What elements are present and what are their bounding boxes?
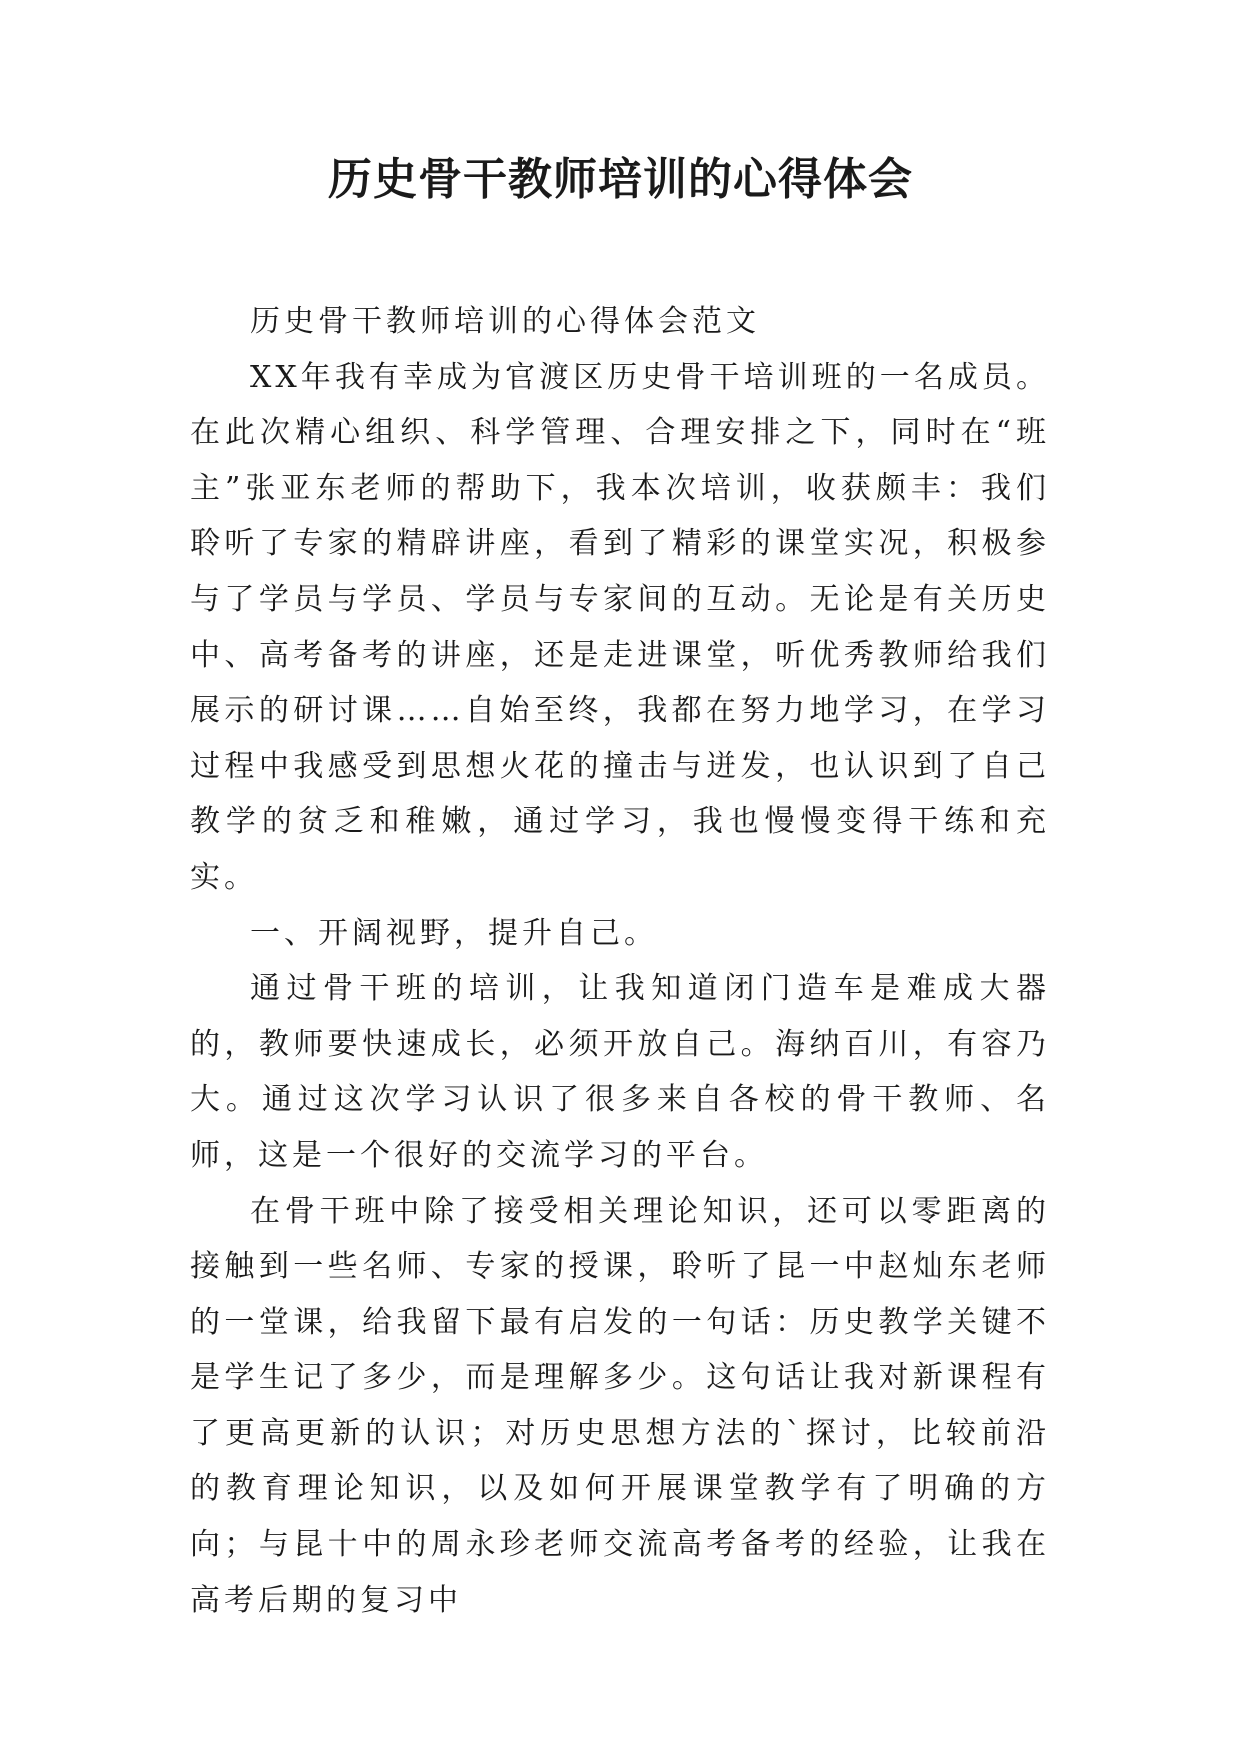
body-paragraph: XX年我有幸成为官渡区历史骨干培训班的一名成员。在此次精心组织、科学管理、合理安排之下，同时在“班主”张亚东老师的帮助下，我本次培训，收获颇丰：我们聆听了专家的精辟讲座，看到了精彩的课堂实况，积极参与了学员与学员、学员与专家间的互动。无论是有关历史中、高考备考的讲座，还是走进课堂，听优秀教师给我们展示的研讨课……自始至终，我都在努力地学习，在学习过程中我感受到思想火花的撞击与迸发，也认识到了自己教学的贫乏和稚嫩，通过学习，我也慢慢变得干练和充实。 [190, 359, 1050, 895]
document-title: 历史骨干教师培训的心得体会 [328, 154, 913, 205]
body-paragraph: 在骨干班中除了接受相关理论知识，还可以零距离的接触到一些名师、专家的授课，聆听了昆一中赵灿东老师的一堂课，给我留下最有启发的一句话：历史教学关键不是学生记了多少，而是理解多少。这句话让我对新课程有了更高更新的认识；对历史思想方法的`探讨，比较前沿的教育理论知识，以及如何开展课堂教学有了明确的方向；与昆十中的周永珍老师交流高考备考的经验，让我在高考后期的复习中 [190, 1193, 1050, 1618]
section-heading: 一、开阔视野，提升自己。 [250, 915, 658, 951]
document-body [190, 294, 1050, 1628]
subtitle-paragraph: 历史骨干教师培训的心得体会范文 [250, 304, 760, 339]
body-paragraph: 通过骨干班的培训，让我知道闭门造车是难成大器的，教师要快速成长，必须开放自己。海纳百川，有容乃大。通过这次学习认识了很多来自各校的骨干教师、名师，这是一个很好的交流学习的平台。 [190, 971, 1050, 1173]
